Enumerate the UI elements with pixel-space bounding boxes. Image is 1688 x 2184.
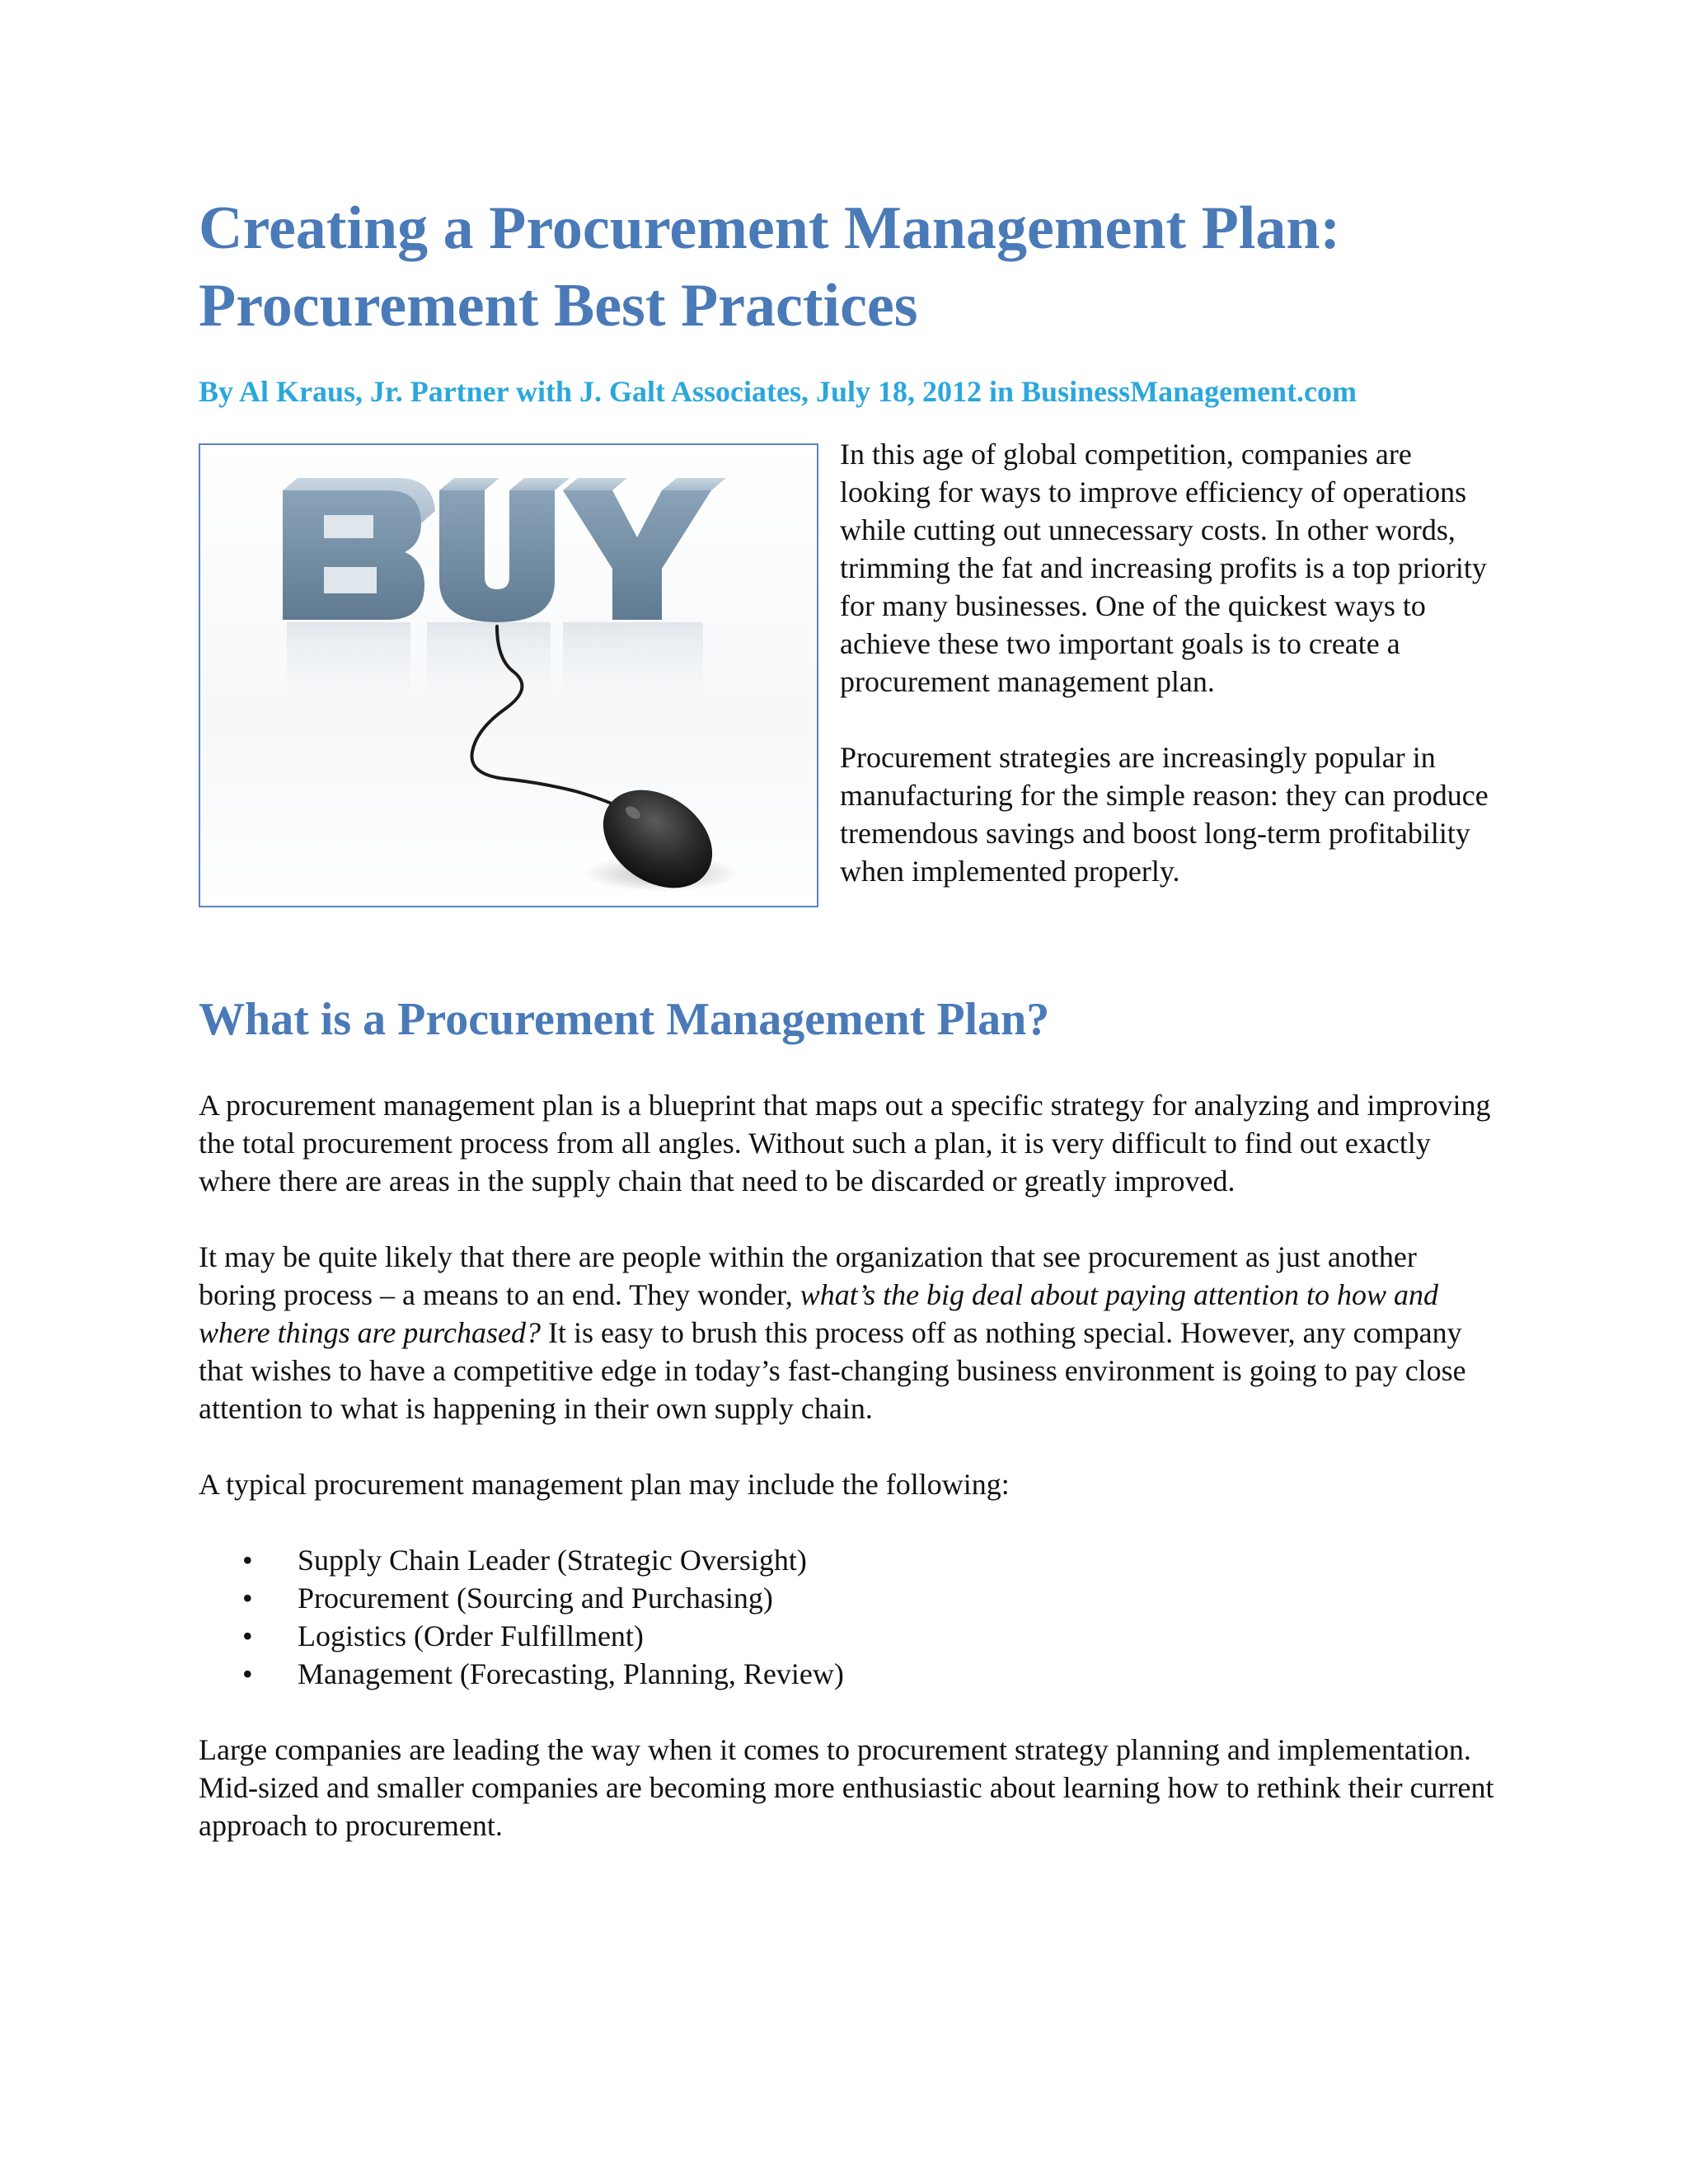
- bullet-icon: •: [242, 1657, 253, 1690]
- list-item-text: Management (Forecasting, Planning, Review): [298, 1657, 844, 1690]
- intro-text: [840, 435, 1499, 890]
- letter-y: [563, 478, 726, 620]
- list-item-text: Procurement (Sourcing and Purchasing): [298, 1582, 773, 1615]
- bullet-icon: •: [242, 1619, 253, 1652]
- letter-u: [439, 478, 570, 622]
- bullet-icon: •: [242, 1544, 253, 1577]
- body-paragraph-2-italic: what’s the big deal about paying attention to how and where things are purchased?: [199, 1278, 1439, 1349]
- body-paragraph-2: [199, 1238, 1501, 1427]
- list-item-text: Logistics (Order Fulfillment): [298, 1619, 644, 1652]
- list-item: [199, 1617, 1501, 1655]
- body-text: [199, 1086, 1501, 1844]
- section-heading: What is a Procurement Management Plan?: [199, 994, 1050, 1045]
- list-item: [199, 1541, 1501, 1579]
- list-intro: A typical procurement management plan may include the following:: [199, 1468, 1010, 1501]
- body-paragraph-1: A procurement management plan is a blueprint that maps out a specific strategy for analyzing and improving the total procurement process from all angles. Without such a plan, it is very difficult to find out exactly where there are areas in the supply chain that need to be discarded or greatly improved.: [199, 1089, 1491, 1197]
- intro-paragraph-2: Procurement strategies are increasingly popular in manufacturing for the simple reason: they can produce tremendous savings and boost long-term profitability when implemented properly.: [840, 741, 1489, 888]
- body-paragraph-2-end: It is easy to brush this process off as nothing special. However, any company that wishes to have a competitive edge in today’s fast-changing business environment is going to pay close attention to what is happening in their own supply chain.: [199, 1316, 1466, 1425]
- letter-b: [283, 478, 435, 620]
- document-title: Creating a Procurement Management Plan: Procurement Best Practices: [199, 194, 1341, 340]
- document-page: [199, 190, 1501, 1844]
- buy-mouse-illustration: [199, 443, 818, 907]
- plan-components-list: [199, 1541, 1501, 1693]
- list-item-text: Supply Chain Leader (Strategic Oversight): [298, 1544, 807, 1577]
- intro-section: [199, 435, 1501, 946]
- body-paragraph-2-start: It may be quite likely that there are people within the organization that see procurement as just another boring process – a means to an end. They wonder,: [199, 1240, 1417, 1311]
- body-paragraph-3: Large companies are leading the way when it comes to procurement strategy planning and implementation. Mid-sized and smaller companies are becoming more enthusiastic about learning how to rethink their current approach to procurement.: [199, 1733, 1494, 1842]
- intro-paragraph-1: In this age of global competition, companies are looking for ways to improve efficiency of operations while cutting out unnecessary costs. In other words, trimming the fat and increasing profits is a top priority for many businesses. One of the quickest ways to achieve these two important goals is to create a procurement management plan.: [840, 438, 1487, 698]
- bullet-icon: •: [242, 1582, 253, 1615]
- list-item: [199, 1655, 1501, 1693]
- list-item: [199, 1579, 1501, 1617]
- byline: By Al Kraus, Jr. Partner with J. Galt Associates, July 18, 2012 in BusinessManagement.com: [199, 375, 1357, 408]
- buy-reflection: [287, 622, 703, 721]
